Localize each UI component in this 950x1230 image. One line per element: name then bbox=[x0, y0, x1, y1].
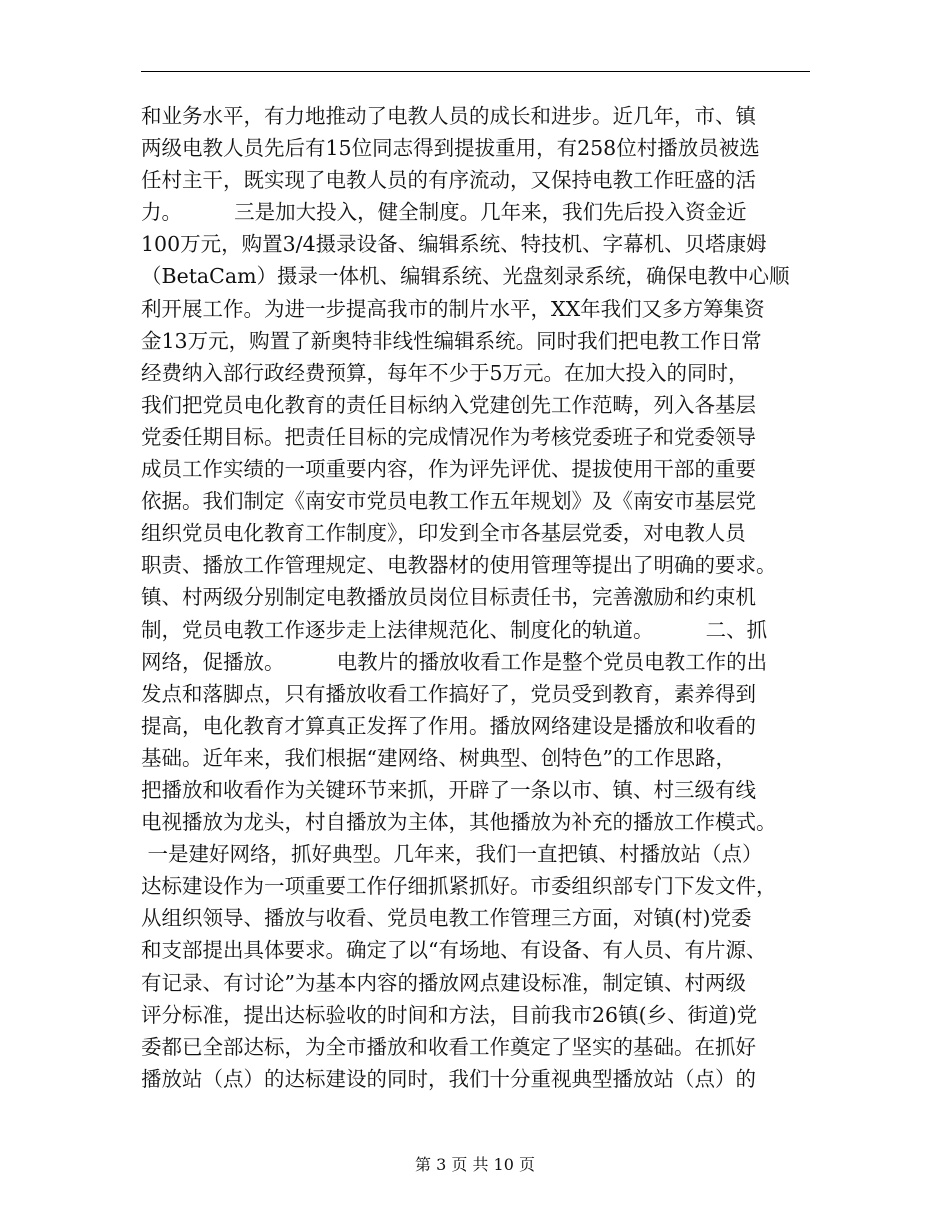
page-number-footer: 第 3 页 共 10 页 bbox=[415, 1155, 535, 1174]
text-line: 提高，电化教育才算真正发挥了作用。播放网络建设是播放和收看的 bbox=[141, 713, 756, 738]
text-line: 党委任期目标。把责任目标的完成情况作为考核党委班子和党委领导 bbox=[141, 424, 756, 449]
text-line: 我们把党员电化教育的责任目标纳入党建创先工作范畴，列入各基层 bbox=[141, 392, 756, 417]
text-line: 有记录、有讨论”为基本内容的播放网点建设标准，制定镇、村两级 bbox=[141, 970, 746, 995]
text-line: 成员工作实绩的一项重要内容，作为评先评优、提拔使用干部的重要 bbox=[141, 457, 756, 482]
text-line: （BetaCam）摄录一体机、编辑系统、光盘刻录系统，确保电教中心顺 bbox=[141, 264, 790, 289]
text-line: 力。 三是加大投入，健全制度。几年来，我们先后投入资金近 bbox=[141, 200, 747, 225]
text-line: 从组织领导、播放与收看、党员电教工作管理三方面，对镇(村)党委 bbox=[141, 906, 752, 931]
text-line: 金13万元，购置了新奥特非线性编辑系统。同时我们把电教工作日常 bbox=[141, 328, 762, 353]
text-line: 100万元，购置3/4摄录设备、编辑系统、特技机、字幕机、贝塔康姆 bbox=[141, 232, 767, 257]
text-line: 利开展工作。为进一步提高我市的制片水平，XX年我们又多方筹集资 bbox=[141, 296, 765, 321]
text-line: 播放站（点）的达标建设的同时，我们十分重视典型播放站（点）的 bbox=[141, 1066, 756, 1091]
text-line: 达标建设作为一项重要工作仔细抓紧抓好。市委组织部专门下发文件， bbox=[141, 874, 777, 899]
text-line: 发点和落脚点，只有播放收看工作搞好了，党员受到教育，素养得到 bbox=[141, 681, 756, 706]
text-line: 委都已全部达标，为全市播放和收看工作奠定了坚实的基础。在抓好 bbox=[141, 1034, 756, 1059]
text-line: 基础。近年来，我们根据“建网络、树典型、创特色”的工作思路， bbox=[141, 745, 736, 770]
text-line: 镇、村两级分别制定电教播放员岗位目标责任书，完善激励和约束机 bbox=[141, 585, 756, 610]
header-rule bbox=[141, 71, 810, 72]
text-line: 任村主干，既实现了电教人员的有序流动，又保持电教工作旺盛的活 bbox=[141, 168, 756, 193]
text-line: 和业务水平，有力地推动了电教人员的成长和进步。近几年，市、镇 bbox=[141, 104, 756, 128]
text-line: 电视播放为龙头，村自播放为主体，其他播放为补充的播放工作模式。 bbox=[141, 810, 777, 835]
text-line: 职责、播放工作管理规定、电教器材的使用管理等提出了明确的要求。 bbox=[141, 553, 777, 578]
text-line: 两级电教人员先后有15位同志得到提拔重用，有258位村播放员被选 bbox=[141, 136, 760, 161]
text-line: 一是建好网络，抓好典型。几年来，我们一直把镇、村播放站（点） bbox=[141, 842, 763, 867]
text-line: 网络，促播放。 电教片的播放收看工作是整个党员电教工作的出 bbox=[141, 649, 768, 674]
body-text bbox=[141, 100, 810, 1095]
text-line: 经费纳入部行政经费预算，每年不少于5万元。在加大投入的同时， bbox=[141, 360, 749, 385]
text-line: 依据。我们制定《南安市党员电教工作五年规划》及《南安市基层党 bbox=[141, 489, 756, 514]
text-line: 组织党员电化教育工作制度》，印发到全市各基层党委，对电教人员 bbox=[141, 521, 746, 546]
text-line: 和支部提出具体要求。确定了以“有场地、有设备、有人员、有片源、 bbox=[141, 938, 767, 963]
text-line: 评分标准，提出达标验收的时间和方法，目前我市26镇(乡、街道)党 bbox=[141, 1002, 758, 1027]
text-line: 制，党员电教工作逐步走上法律规范化、制度化的轨道。 二、抓 bbox=[141, 617, 768, 642]
text-line: 把播放和收看作为关键环节来抓，开辟了一条以市、镇、村三级有线 bbox=[141, 777, 756, 802]
